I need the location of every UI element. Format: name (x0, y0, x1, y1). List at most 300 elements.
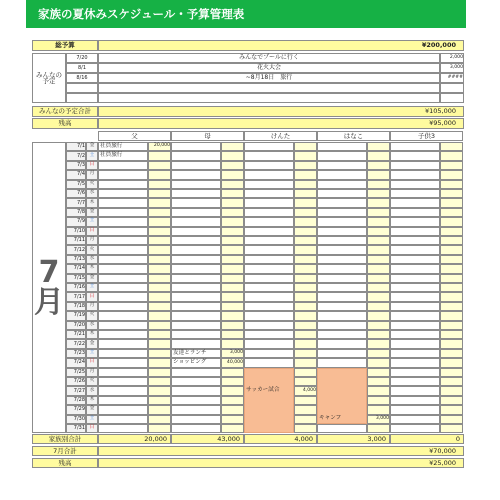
schedule-cell[interactable] (98, 189, 148, 198)
schedule-cell[interactable] (244, 170, 294, 179)
schedule-cell[interactable] (244, 245, 294, 254)
schedule-amount-cell[interactable] (148, 358, 171, 367)
schedule-amount-cell[interactable] (440, 151, 463, 160)
schedule-amount-cell[interactable] (440, 358, 463, 367)
schedule-amount-cell[interactable] (148, 292, 171, 301)
schedule-cell[interactable] (98, 198, 148, 207)
day-date: 7/12 (73, 246, 85, 253)
schedule-cell[interactable] (244, 349, 294, 358)
schedule-amount-cell[interactable] (440, 321, 463, 330)
schedule-amount-cell[interactable] (148, 180, 171, 189)
schedule-cell[interactable] (317, 302, 367, 311)
schedule-amount-cell[interactable] (221, 189, 244, 198)
shared-plans-total-value: ¥105,000 (424, 107, 456, 116)
schedule-amount-cell[interactable] (440, 349, 463, 358)
schedule-amount-cell[interactable] (440, 386, 463, 395)
schedule-cell[interactable] (171, 255, 221, 264)
schedule-cell[interactable] (171, 405, 221, 414)
schedule-amount-cell[interactable] (148, 227, 171, 236)
schedule-amount-cell[interactable] (221, 208, 244, 217)
schedule-amount-cell[interactable] (148, 255, 171, 264)
schedule-cell[interactable] (244, 151, 294, 160)
schedule-cell[interactable] (98, 386, 148, 395)
schedule-cell[interactable] (98, 217, 148, 226)
schedule-cell[interactable] (98, 161, 148, 170)
schedule-cell[interactable] (317, 245, 367, 254)
schedule-cell[interactable] (390, 358, 440, 367)
schedule-amount-cell[interactable] (221, 330, 244, 339)
schedule-cell[interactable] (244, 227, 294, 236)
schedule-cell[interactable] (98, 396, 148, 405)
schedule-amount-cell[interactable] (148, 274, 171, 283)
schedule-cell[interactable] (390, 151, 440, 160)
schedule-cell[interactable] (171, 377, 221, 386)
schedule-amount-cell[interactable] (440, 330, 463, 339)
day-weekday: 火 (89, 378, 95, 384)
schedule-cell[interactable] (171, 245, 221, 254)
schedule-cell[interactable] (390, 321, 440, 330)
schedule-amount-cell[interactable] (440, 142, 463, 151)
schedule-amount-cell[interactable] (221, 170, 244, 179)
day-date: 7/25 (73, 368, 85, 375)
schedule-cell[interactable] (390, 227, 440, 236)
schedule-cell[interactable] (98, 255, 148, 264)
schedule-amount-cell[interactable] (221, 198, 244, 207)
schedule-amount-cell[interactable] (367, 349, 390, 358)
schedule-amount-cell[interactable] (294, 358, 317, 367)
schedule-cell[interactable] (171, 236, 221, 245)
schedule-cell[interactable] (390, 264, 440, 273)
schedule-cell[interactable] (390, 415, 440, 424)
shared-plans-section-label: みんなの 予定 (36, 70, 62, 85)
schedule-amount-cell[interactable] (148, 198, 171, 207)
schedule-cell[interactable] (390, 292, 440, 301)
schedule-cell[interactable] (390, 208, 440, 217)
schedule-cell[interactable] (244, 274, 294, 283)
schedule-cell[interactable] (244, 255, 294, 264)
schedule-cell[interactable] (244, 311, 294, 320)
schedule-amount-cell[interactable] (221, 217, 244, 226)
schedule-cell[interactable] (390, 283, 440, 292)
schedule-amount-cell[interactable] (294, 217, 317, 226)
schedule-cell[interactable] (98, 330, 148, 339)
schedule-cell[interactable] (317, 292, 367, 301)
schedule-cell[interactable] (244, 142, 294, 151)
schedule-amount-cell[interactable] (367, 189, 390, 198)
schedule-cell[interactable] (98, 377, 148, 386)
schedule-cell[interactable] (98, 274, 148, 283)
schedule-amount-cell[interactable] (440, 311, 463, 320)
schedule-cell[interactable] (317, 330, 367, 339)
schedule-cell[interactable] (244, 161, 294, 170)
day-weekday: 木 (89, 199, 95, 205)
schedule-amount-cell[interactable] (367, 292, 390, 301)
schedule-cell[interactable] (98, 405, 148, 414)
schedule-cell[interactable] (244, 339, 294, 348)
schedule-amount-cell[interactable] (148, 189, 171, 198)
schedule-cell[interactable] (244, 180, 294, 189)
schedule-cell[interactable] (98, 236, 148, 245)
schedule-amount-cell[interactable] (148, 377, 171, 386)
schedule-cell[interactable] (244, 321, 294, 330)
schedule-cell[interactable] (171, 283, 221, 292)
schedule-amount-cell[interactable] (148, 396, 171, 405)
schedule-cell[interactable] (98, 283, 148, 292)
schedule-cell[interactable] (98, 349, 148, 358)
schedule-amount-cell[interactable] (367, 396, 390, 405)
schedule-amount-cell[interactable] (440, 339, 463, 348)
schedule-amount-cell[interactable] (221, 302, 244, 311)
schedule-cell[interactable] (317, 321, 367, 330)
schedule-cell[interactable] (98, 368, 148, 377)
schedule-cell[interactable] (390, 236, 440, 245)
schedule-cell[interactable] (317, 339, 367, 348)
schedule-amount-cell[interactable] (294, 349, 317, 358)
schedule-cell[interactable] (317, 151, 367, 160)
schedule-cell[interactable] (171, 198, 221, 207)
schedule-amount-cell[interactable] (294, 339, 317, 348)
schedule-cell[interactable] (244, 264, 294, 273)
schedule-amount-cell[interactable] (367, 377, 390, 386)
schedule-cell[interactable] (317, 189, 367, 198)
schedule-amount-cell[interactable] (440, 396, 463, 405)
schedule-cell[interactable] (317, 180, 367, 189)
schedule-amount-cell[interactable] (221, 283, 244, 292)
schedule-cell[interactable] (317, 283, 367, 292)
schedule-cell[interactable] (171, 227, 221, 236)
schedule-cell[interactable] (390, 339, 440, 348)
schedule-amount-cell[interactable] (294, 236, 317, 245)
schedule-amount-cell[interactable] (367, 358, 390, 367)
schedule-amount-cell[interactable] (367, 170, 390, 179)
schedule-cell[interactable] (317, 161, 367, 170)
schedule-cell[interactable] (98, 227, 148, 236)
schedule-cell[interactable] (244, 283, 294, 292)
schedule-amount-cell[interactable] (148, 311, 171, 320)
schedule-cell[interactable] (98, 302, 148, 311)
schedule-amount-cell[interactable] (221, 151, 244, 160)
schedule-amount-cell[interactable] (440, 236, 463, 245)
schedule-cell[interactable] (390, 274, 440, 283)
schedule-cell[interactable] (390, 349, 440, 358)
schedule-cell[interactable] (171, 339, 221, 348)
schedule-amount-cell[interactable] (221, 274, 244, 283)
schedule-amount-cell[interactable] (367, 321, 390, 330)
schedule-cell[interactable] (171, 330, 221, 339)
schedule-amount-cell[interactable] (440, 217, 463, 226)
schedule-amount-cell[interactable] (148, 386, 171, 395)
schedule-cell[interactable] (317, 349, 367, 358)
schedule-amount-cell[interactable] (440, 368, 463, 377)
schedule-amount-cell[interactable] (148, 245, 171, 254)
day-date: 7/1 (76, 143, 85, 150)
schedule-cell[interactable] (390, 170, 440, 179)
schedule-cell[interactable] (98, 358, 148, 367)
schedule-amount-cell[interactable] (148, 415, 171, 424)
schedule-amount-cell[interactable] (221, 396, 244, 405)
schedule-cell[interactable] (98, 321, 148, 330)
schedule-cell[interactable] (98, 245, 148, 254)
schedule-amount-cell[interactable] (440, 161, 463, 170)
schedule-cell[interactable] (244, 198, 294, 207)
schedule-amount-cell[interactable] (294, 264, 317, 273)
day-date: 7/23 (73, 349, 85, 356)
schedule-amount-cell[interactable] (221, 264, 244, 273)
schedule-cell[interactable] (244, 302, 294, 311)
schedule-amount-cell[interactable] (294, 405, 317, 414)
schedule-cell[interactable] (98, 424, 148, 433)
schedule-amount-cell[interactable] (367, 245, 390, 254)
schedule-cell[interactable] (98, 415, 148, 424)
schedule-amount-cell[interactable] (148, 349, 171, 358)
day-weekday: 月 (89, 237, 95, 243)
schedule-amount-cell[interactable] (294, 255, 317, 264)
schedule-cell[interactable] (244, 217, 294, 226)
schedule-amount-cell[interactable] (294, 424, 317, 433)
schedule-cell[interactable] (390, 198, 440, 207)
schedule-cell[interactable] (244, 189, 294, 198)
schedule-amount-cell[interactable] (294, 274, 317, 283)
schedule-cell[interactable] (98, 311, 148, 320)
schedule-amount-cell[interactable] (440, 302, 463, 311)
schedule-amount-cell[interactable] (367, 180, 390, 189)
schedule-amount-cell[interactable] (294, 415, 317, 424)
schedule-cell[interactable] (390, 189, 440, 198)
schedule-cell[interactable] (390, 368, 440, 377)
schedule-amount-cell[interactable] (221, 292, 244, 301)
schedule-amount-cell[interactable] (440, 405, 463, 414)
schedule-amount-cell[interactable] (221, 245, 244, 254)
schedule-cell[interactable] (317, 217, 367, 226)
schedule-amount-cell[interactable] (294, 208, 317, 217)
schedule-cell[interactable] (171, 151, 221, 160)
schedule-cell[interactable] (390, 386, 440, 395)
schedule-amount-cell[interactable] (367, 236, 390, 245)
schedule-amount-cell[interactable] (221, 142, 244, 151)
schedule-amount-cell[interactable] (221, 180, 244, 189)
schedule-amount-cell[interactable] (440, 180, 463, 189)
schedule-amount-cell[interactable] (367, 368, 390, 377)
schedule-amount-cell[interactable] (440, 170, 463, 179)
schedule-amount-cell[interactable] (148, 424, 171, 433)
schedule-amount-cell[interactable] (294, 321, 317, 330)
schedule-amount-cell[interactable] (367, 217, 390, 226)
person-header: 子供3 (417, 131, 436, 140)
schedule-cell[interactable] (390, 217, 440, 226)
schedule-cell[interactable] (98, 208, 148, 217)
schedule-amount-cell[interactable] (148, 302, 171, 311)
schedule-amount-cell[interactable] (367, 274, 390, 283)
schedule-entry-amount: 20,000 (153, 143, 170, 149)
schedule-cell[interactable] (171, 302, 221, 311)
schedule-amount-cell[interactable] (148, 330, 171, 339)
schedule-amount-cell[interactable] (221, 368, 244, 377)
schedule-cell[interactable] (390, 311, 440, 320)
schedule-amount-cell[interactable] (294, 142, 317, 151)
schedule-cell[interactable] (171, 368, 221, 377)
schedule-amount-cell[interactable] (294, 170, 317, 179)
schedule-amount-cell[interactable] (221, 415, 244, 424)
schedule-amount-cell[interactable] (440, 198, 463, 207)
schedule-cell[interactable] (244, 236, 294, 245)
schedule-amount-cell[interactable] (294, 151, 317, 160)
schedule-cell[interactable] (171, 415, 221, 424)
schedule-amount-cell[interactable] (294, 245, 317, 254)
schedule-amount-cell[interactable] (294, 161, 317, 170)
schedule-amount-cell[interactable] (294, 227, 317, 236)
schedule-amount-cell[interactable] (148, 283, 171, 292)
schedule-amount-cell[interactable] (367, 264, 390, 273)
schedule-amount-cell[interactable] (440, 292, 463, 301)
schedule-amount-cell[interactable] (221, 236, 244, 245)
day-weekday: 月 (89, 303, 95, 309)
schedule-amount-cell[interactable] (367, 208, 390, 217)
schedule-amount-cell[interactable] (148, 208, 171, 217)
schedule-amount-cell[interactable] (221, 161, 244, 170)
schedule-amount-cell[interactable] (221, 405, 244, 414)
schedule-cell[interactable] (317, 142, 367, 151)
schedule-cell[interactable] (390, 330, 440, 339)
schedule-cell[interactable] (171, 180, 221, 189)
schedule-cell[interactable] (390, 377, 440, 386)
schedule-amount-cell[interactable] (148, 161, 171, 170)
schedule-amount-cell[interactable] (148, 151, 171, 160)
schedule-cell[interactable] (171, 386, 221, 395)
schedule-cell[interactable] (317, 358, 367, 367)
schedule-cell[interactable] (390, 180, 440, 189)
schedule-amount-cell[interactable] (294, 368, 317, 377)
schedule-cell[interactable] (171, 424, 221, 433)
schedule-cell[interactable] (390, 161, 440, 170)
schedule-amount-cell[interactable] (148, 170, 171, 179)
schedule-cell[interactable] (390, 405, 440, 414)
schedule-amount-cell[interactable] (294, 283, 317, 292)
schedule-cell[interactable] (244, 358, 294, 367)
schedule-amount-cell[interactable] (221, 321, 244, 330)
schedule-amount-cell[interactable] (440, 255, 463, 264)
schedule-amount-cell[interactable] (440, 264, 463, 273)
schedule-cell[interactable] (317, 236, 367, 245)
schedule-cell[interactable] (390, 424, 440, 433)
schedule-cell[interactable] (390, 302, 440, 311)
schedule-cell[interactable] (390, 396, 440, 405)
schedule-cell[interactable] (317, 208, 367, 217)
schedule-cell[interactable] (317, 170, 367, 179)
schedule-cell[interactable] (317, 198, 367, 207)
schedule-amount-cell[interactable] (440, 189, 463, 198)
schedule-cell[interactable] (317, 264, 367, 273)
schedule-amount-cell[interactable] (221, 255, 244, 264)
schedule-cell[interactable] (98, 264, 148, 273)
schedule-cell[interactable] (171, 170, 221, 179)
schedule-amount-cell[interactable] (221, 339, 244, 348)
schedule-amount-cell[interactable] (148, 339, 171, 348)
schedule-amount-cell[interactable] (367, 330, 390, 339)
schedule-cell[interactable] (171, 189, 221, 198)
schedule-amount-cell[interactable] (367, 283, 390, 292)
schedule-cell[interactable] (98, 170, 148, 179)
schedule-amount-cell[interactable] (294, 189, 317, 198)
schedule-amount-cell[interactable] (221, 227, 244, 236)
schedule-cell[interactable] (171, 321, 221, 330)
schedule-cell[interactable] (171, 142, 221, 151)
schedule-cell[interactable] (317, 227, 367, 236)
schedule-cell[interactable] (171, 264, 221, 273)
schedule-amount-cell[interactable] (367, 405, 390, 414)
schedule-cell[interactable] (98, 180, 148, 189)
schedule-cell[interactable] (171, 311, 221, 320)
schedule-cell[interactable] (390, 245, 440, 254)
schedule-cell[interactable] (244, 208, 294, 217)
schedule-cell[interactable] (98, 292, 148, 301)
schedule-amount-cell[interactable] (367, 198, 390, 207)
schedule-amount-cell[interactable] (294, 396, 317, 405)
schedule-amount-cell[interactable] (148, 264, 171, 273)
schedule-amount-cell[interactable] (367, 302, 390, 311)
schedule-amount-cell[interactable] (440, 245, 463, 254)
schedule-cell[interactable] (171, 217, 221, 226)
schedule-amount-cell[interactable] (221, 386, 244, 395)
schedule-cell[interactable] (171, 274, 221, 283)
schedule-amount-cell[interactable] (221, 424, 244, 433)
schedule-cell[interactable] (171, 292, 221, 301)
schedule-cell[interactable] (98, 339, 148, 348)
schedule-amount-cell[interactable] (294, 377, 317, 386)
schedule-cell[interactable] (317, 424, 367, 433)
schedule-amount-cell[interactable] (440, 377, 463, 386)
schedule-amount-cell[interactable] (294, 302, 317, 311)
schedule-amount-cell[interactable] (294, 198, 317, 207)
schedule-amount-cell[interactable] (221, 311, 244, 320)
schedule-cell[interactable] (244, 330, 294, 339)
schedule-amount-cell[interactable] (367, 142, 390, 151)
schedule-amount-cell[interactable] (367, 151, 390, 160)
schedule-amount-cell[interactable] (440, 208, 463, 217)
schedule-cell[interactable] (317, 274, 367, 283)
schedule-amount-cell[interactable] (367, 255, 390, 264)
schedule-amount-cell[interactable] (440, 227, 463, 236)
schedule-amount-cell[interactable] (367, 161, 390, 170)
schedule-cell[interactable] (317, 311, 367, 320)
schedule-cell[interactable] (171, 208, 221, 217)
schedule-amount-cell[interactable] (148, 236, 171, 245)
schedule-amount-cell[interactable] (294, 292, 317, 301)
schedule-amount-cell[interactable] (440, 274, 463, 283)
schedule-amount-cell[interactable] (367, 311, 390, 320)
schedule-amount-cell[interactable] (148, 217, 171, 226)
schedule-amount-cell[interactable] (294, 330, 317, 339)
schedule-amount-cell[interactable] (440, 283, 463, 292)
schedule-cell[interactable] (390, 142, 440, 151)
schedule-amount-cell[interactable] (221, 377, 244, 386)
schedule-amount-cell[interactable] (440, 415, 463, 424)
schedule-amount-cell[interactable] (367, 386, 390, 395)
schedule-amount-cell[interactable] (294, 180, 317, 189)
schedule-amount-cell[interactable] (367, 339, 390, 348)
schedule-cell[interactable] (171, 396, 221, 405)
schedule-amount-cell[interactable] (148, 368, 171, 377)
schedule-amount-cell[interactable] (148, 405, 171, 414)
schedule-cell[interactable] (390, 255, 440, 264)
schedule-cell[interactable] (244, 292, 294, 301)
schedule-amount-cell[interactable] (367, 424, 390, 433)
schedule-amount-cell[interactable] (367, 227, 390, 236)
schedule-amount-cell[interactable] (294, 311, 317, 320)
schedule-cell[interactable] (317, 255, 367, 264)
schedule-amount-cell[interactable] (148, 321, 171, 330)
schedule-cell[interactable] (171, 161, 221, 170)
schedule-amount-cell[interactable] (440, 424, 463, 433)
